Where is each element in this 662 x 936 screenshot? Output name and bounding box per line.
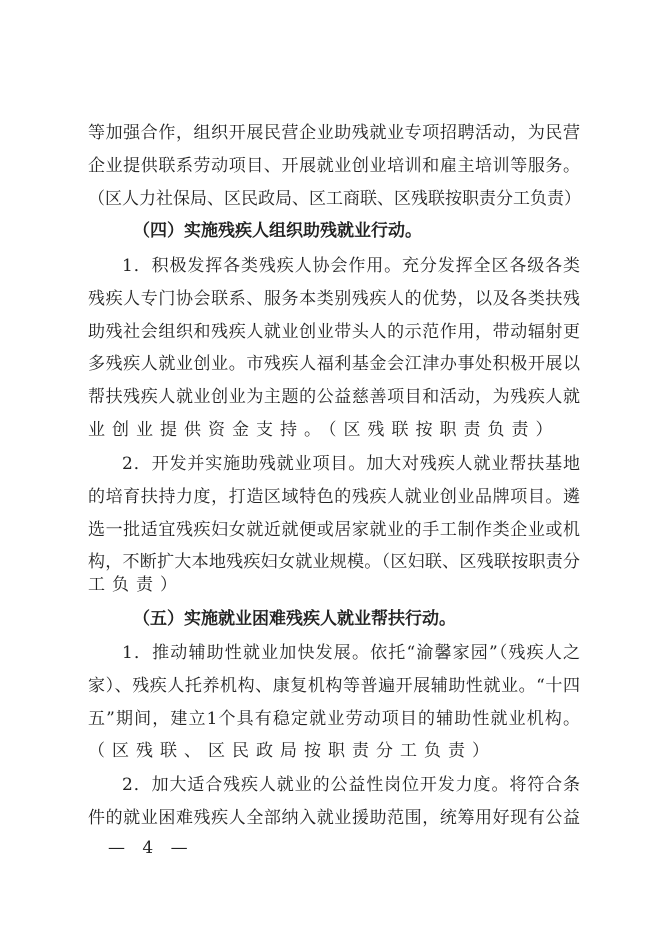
- text-line: （区残联、区民政局按职责分工负责）: [88, 741, 496, 761]
- text-line: 五”期间，建立1个具有稳定就业劳动项目的辅助性就业机构。: [88, 709, 580, 729]
- text-line: （五）实施就业困难残疾人就业帮扶行动。: [133, 609, 456, 629]
- text-line: 多残疾人就业创业。市残疾人福利基金会江津办事处积极开展以: [88, 354, 580, 374]
- text-line: 等加强合作，组织开展民营企业助残就业专项招聘活动，为民营: [88, 123, 580, 143]
- text-line: 1．推动辅助性就业加快发展。依托“渝馨家园”（残疾人之: [122, 643, 580, 663]
- text-line: 的培育扶持力度，打造区域特色的残疾人就业创业品牌项目。遴: [88, 487, 580, 507]
- text-line: 1．积极发挥各类残疾人协会作用。充分发挥全区各级各类: [122, 256, 580, 276]
- text-line: （四）实施残疾人组织助残就业行动。: [133, 221, 422, 241]
- text-line: 助残社会组织和残疾人就业创业带头人的示范作用，带动辐射更: [88, 322, 580, 342]
- text-line: 选一批适宜残疾妇女就近就便或居家就业的手工制作类企业或机: [88, 520, 580, 540]
- text-line: 家）、残疾人托养机构、康复机构等普遍开展辅助性就业。“十四: [88, 676, 580, 696]
- text-line: 帮扶残疾人就业创业为主题的公益慈善项目和活动，为残疾人就: [88, 387, 580, 407]
- text-line: 构，不断扩大本地残疾妇女就业规模。（区妇联、区残联按职责分: [88, 552, 580, 572]
- page-number: — 4 —: [108, 838, 194, 858]
- text-line: 2．开发并实施助残就业项目。加大对残疾人就业帮扶基地: [122, 454, 580, 474]
- text-line: （区人力社保局、区民政局、区工商联、区残联按职责分工负责）: [88, 189, 581, 209]
- text-line: 2．加大适合残疾人就业的公益性岗位开发力度。将符合条: [122, 775, 580, 795]
- text-line: 企业提供联系劳动项目、开展就业创业培训和雇主培训等服务。: [88, 156, 580, 176]
- text-line: 业创业提供资金支持。（区残联按职责负责）: [88, 420, 560, 440]
- text-line: 件的就业困难残疾人全部纳入就业援助范围，统筹用好现有公益: [88, 808, 580, 828]
- text-line: 残疾人专门协会联系、服务本类别残疾人的优势，以及各类扶残: [88, 289, 580, 309]
- text-line: 工负责）: [88, 575, 184, 595]
